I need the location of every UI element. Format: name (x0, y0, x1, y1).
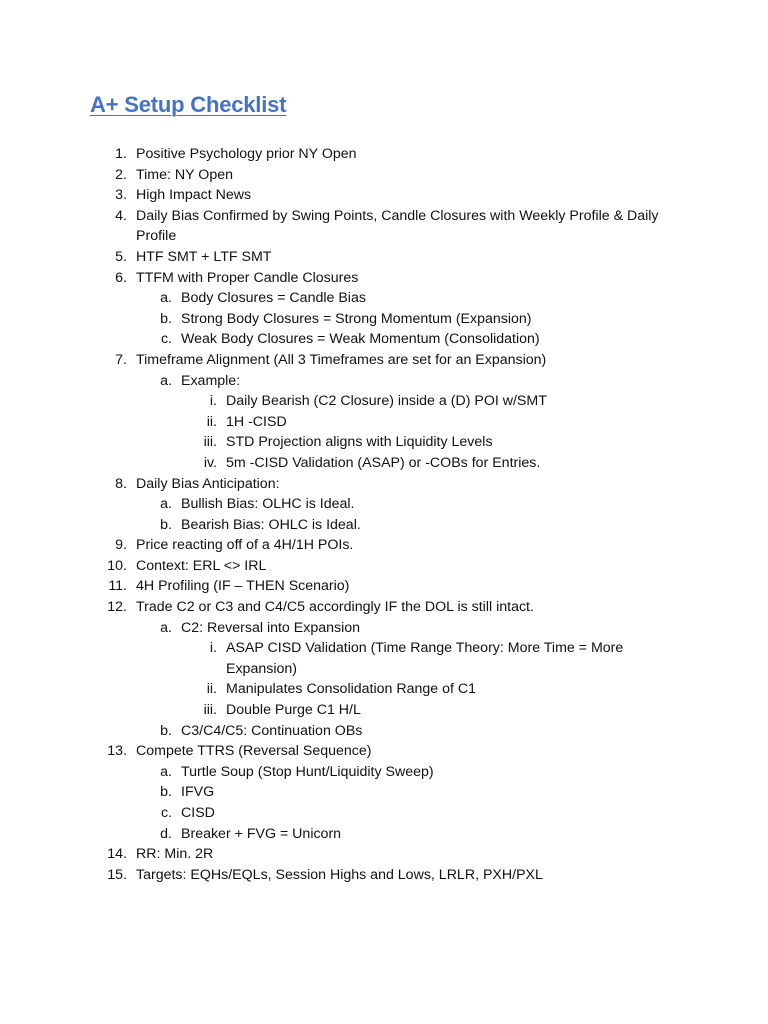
item-number: 3. (115, 187, 127, 204)
item-text: Daily Bias Confirmed by Swing Points, Candle Closures with Weekly Profile & Daily Profile (136, 207, 659, 245)
checklist-item (0, 474, 768, 495)
item-text: Bullish Bias: OLHC is Ideal. (181, 496, 355, 513)
item-text: Turtle Soup (Stop Hunt/Liquidity Sweep) (181, 763, 434, 780)
item-text: Price reacting off of a 4H/1H POIs. (136, 537, 354, 554)
item-number: iv. (203, 454, 217, 471)
item-text: ASAP CISD Validation (Time Range Theory: More Time = More Expansion) (226, 640, 624, 677)
item-text: Example: (181, 372, 241, 389)
item-number: 7. (115, 351, 127, 368)
item-text: CISD (181, 805, 215, 821)
checklist-item (0, 185, 768, 206)
checklist-item (0, 762, 768, 783)
item-text: RR: Min. 2R (136, 846, 214, 863)
item-text: Bearish Bias: OHLC is Ideal. (181, 516, 361, 533)
checklist-item (0, 350, 768, 371)
checklist-item (0, 721, 768, 742)
item-number: 10. (107, 557, 127, 574)
checklist-item (0, 371, 768, 392)
checklist-item (0, 144, 768, 165)
checklist-item (0, 206, 768, 247)
checklist-item (0, 741, 768, 762)
checklist-item (0, 329, 768, 350)
item-number: 11. (108, 578, 127, 595)
checklist-item (0, 247, 768, 268)
page-title: A+ Setup Checklist (90, 92, 287, 117)
checklist-item (0, 288, 768, 309)
item-number: 13. (107, 743, 127, 760)
item-text: HTF SMT + LTF SMT (136, 248, 272, 265)
item-number: a. (160, 290, 172, 307)
checklist-item (0, 535, 768, 556)
item-text: C2: Reversal into Expansion (181, 619, 361, 636)
item-text: C3/C4/C5: Continuation OBs (181, 722, 363, 739)
item-number: iii. (203, 434, 217, 451)
item-text: High Impact News (136, 187, 252, 204)
checklist-item (0, 576, 768, 597)
item-text: Manipulates Consolidation Range of C1 (226, 681, 477, 698)
checklist (0, 144, 768, 885)
item-number: 6. (115, 269, 127, 286)
item-number: a. (160, 763, 172, 780)
item-number: ii. (206, 681, 217, 698)
item-number: a. (160, 619, 172, 636)
checklist-item (0, 618, 768, 639)
item-text: Daily Bias Anticipation: (136, 475, 280, 492)
checklist-item (0, 803, 768, 824)
item-text: STD Projection aligns with Liquidity Levels (226, 434, 493, 451)
item-number: a. (160, 372, 172, 389)
checklist-item (0, 556, 768, 577)
item-number: 1. (115, 146, 127, 162)
item-text: Weak Body Closures = Weak Momentum (Consolidation) (181, 331, 540, 348)
item-number: b. (160, 516, 172, 533)
item-text: Strong Body Closures = Strong Momentum (Expansion) (181, 310, 532, 327)
item-number: 14. (107, 846, 127, 863)
item-text: Double Purge C1 H/L (226, 702, 361, 719)
item-number: d. (160, 825, 172, 842)
checklist-item (0, 700, 768, 721)
item-text: Positive Psychology prior NY Open (136, 146, 357, 162)
item-number: a. (160, 496, 172, 513)
item-text: Timeframe Alignment (All 3 Timeframes are set for an Expansion) (136, 351, 547, 368)
checklist-item (0, 268, 768, 289)
item-number: b. (160, 310, 172, 327)
item-text: Targets: EQHs/EQLs, Session Highs and Lows, LRLR, PXH/PXL (136, 866, 543, 883)
item-number: b. (160, 722, 172, 739)
checklist-item (0, 432, 768, 453)
item-text: TTFM with Proper Candle Closures (136, 269, 359, 286)
item-number: 15. (107, 866, 127, 883)
item-text: Trade C2 or C3 and C4/C5 accordingly IF the DOL is still intact. (136, 599, 534, 616)
item-text: 1H -CISD (226, 413, 287, 430)
checklist-item (0, 679, 768, 700)
item-number: 9. (115, 537, 127, 554)
item-number: c. (160, 331, 172, 348)
item-text: Context: ERL <> IRL (136, 557, 267, 574)
checklist-item (0, 597, 768, 618)
checklist-item (0, 309, 768, 330)
checklist-item (0, 165, 768, 186)
checklist-item (0, 494, 768, 515)
item-number: iii. (203, 702, 217, 719)
item-number: 4. (115, 207, 127, 224)
checklist-item (0, 638, 768, 679)
checklist-item (0, 515, 768, 536)
item-number: 12. (107, 599, 127, 616)
item-number: i. (209, 640, 217, 657)
item-number: c. (160, 805, 172, 821)
item-text: 5m -CISD Validation (ASAP) or -COBs for Entries. (226, 454, 541, 471)
checklist-item (0, 844, 768, 865)
item-number: 5. (115, 248, 127, 265)
item-number: 8. (115, 475, 127, 492)
checklist-item (0, 865, 768, 886)
item-number: i. (209, 393, 217, 410)
checklist-item (0, 782, 768, 803)
item-text: Breaker + FVG = Unicorn (181, 825, 342, 842)
item-text: Daily Bearish (C2 Closure) inside a (D) POI w/SMT (226, 393, 547, 410)
item-text: Body Closures = Candle Bias (181, 290, 366, 307)
item-number: 2. (115, 166, 127, 183)
item-text: IFVG (181, 784, 215, 801)
item-number: ii. (206, 413, 217, 430)
item-text: Compete TTRS (Reversal Sequence) (136, 743, 372, 760)
checklist-item (0, 391, 768, 412)
item-text: Time: NY Open (136, 166, 233, 183)
checklist-item (0, 453, 768, 474)
item-text: 4H Profiling (IF – THEN Scenario) (136, 578, 350, 595)
checklist-item (0, 412, 768, 433)
checklist-item (0, 824, 768, 845)
item-number: b. (160, 784, 172, 801)
